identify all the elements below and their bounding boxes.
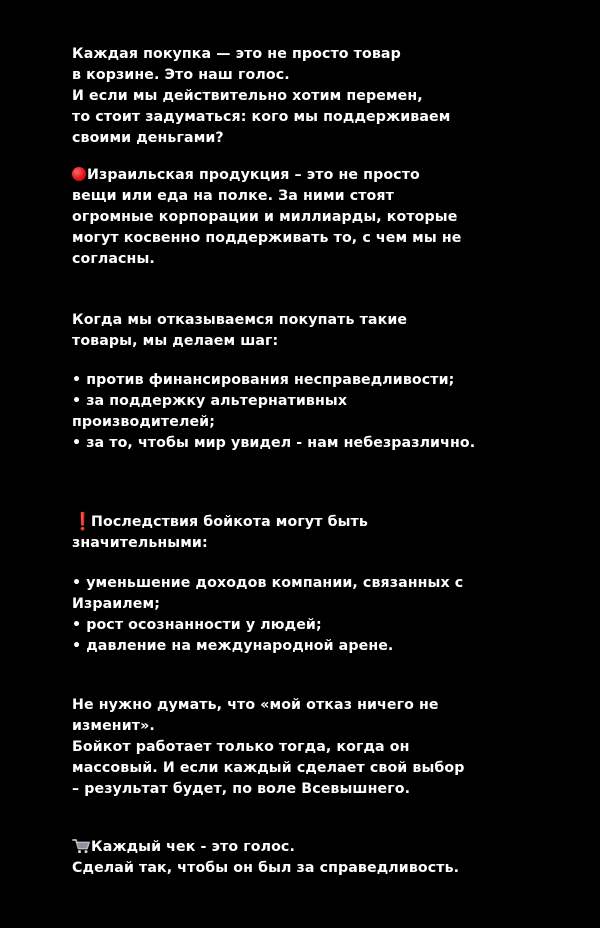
text-line: то стоит задуматься: кого мы поддерживаем xyxy=(72,109,451,125)
text-line: могут косвенно поддерживать то, с чем мы не xyxy=(72,230,462,246)
text-line: в корзине. Это наш голос. xyxy=(72,67,290,83)
text-line: вещи или еда на полке. За ними стоят xyxy=(72,188,394,204)
list-item-continuation: производителей; xyxy=(72,414,215,430)
list-item: • против финансирования несправедливости; xyxy=(72,372,455,388)
text-line: Каждый чек - это голос. xyxy=(91,839,295,855)
list-item: • рост осознанности у людей; xyxy=(72,617,322,633)
list-item: • уменьшение доходов компании, связанных с xyxy=(72,575,464,591)
mass-boycott-paragraph xyxy=(72,695,572,800)
text-line: Каждая покупка — это не просто товар xyxy=(72,46,401,62)
text-line: огромные корпорации и миллиарды, которые xyxy=(72,209,458,225)
text-line: согласны. xyxy=(72,251,155,267)
consequences-list xyxy=(72,573,572,657)
list-item-continuation: Израилем; xyxy=(72,596,160,612)
text-line: товары, мы делаем шаг: xyxy=(72,333,279,349)
text-line: Когда мы отказываемся покупать такие xyxy=(72,312,408,328)
text-line: Последствия бойкота могут быть xyxy=(91,514,368,530)
closing-paragraph xyxy=(72,837,572,879)
red-exclamation-icon: ❗ xyxy=(72,512,94,532)
list-item: • за то, чтобы мир увидел - нам небезразлично. xyxy=(72,435,476,451)
red-circle-icon xyxy=(72,167,86,181)
text-line: – результат будет, по воле Всевышнего. xyxy=(72,781,411,797)
consequences-paragraph xyxy=(72,512,572,554)
text-line: значительными: xyxy=(72,535,208,551)
refusal-list xyxy=(72,370,572,454)
intro-paragraph xyxy=(72,44,572,149)
text-line: изменит». xyxy=(72,718,155,734)
text-line: Израильская продукция – это не просто xyxy=(87,167,420,183)
israeli-products-paragraph xyxy=(72,165,572,270)
text-line: И если мы действительно хотим перемен, xyxy=(72,88,423,104)
list-item: • за поддержку альтернативных xyxy=(72,393,348,409)
refusal-paragraph xyxy=(72,310,572,352)
text-line: своими деньгами? xyxy=(72,130,224,146)
text-line: Не нужно думать, что «мой отказ ничего не xyxy=(72,697,439,713)
text-line: Сделай так, чтобы он был за справедливость. xyxy=(72,860,460,876)
shopping-cart-icon xyxy=(72,838,90,854)
text-line: массовый. И если каждый сделает свой выбор xyxy=(72,760,465,776)
list-item: • давление на международной арене. xyxy=(72,638,394,654)
text-line: Бойкот работает только тогда, когда он xyxy=(72,739,410,755)
